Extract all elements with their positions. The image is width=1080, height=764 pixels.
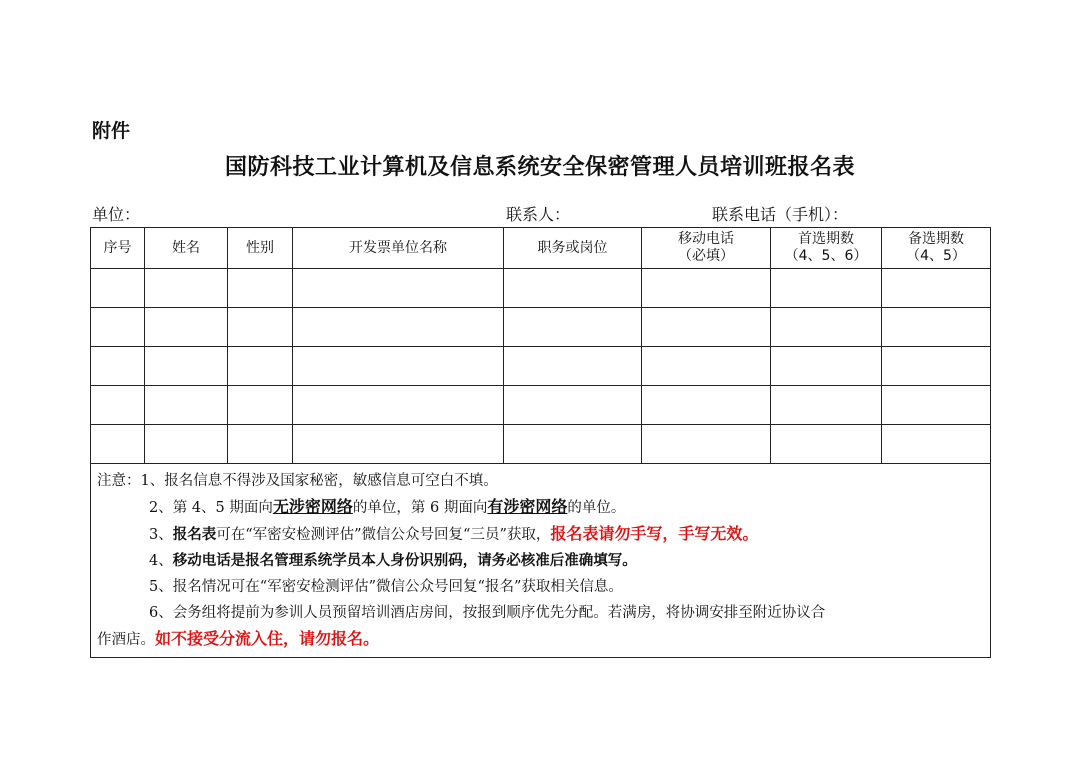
table-cell[interactable] <box>145 347 228 386</box>
page-title: 国防科技工业计算机及信息系统安全保密管理人员培训班报名表 <box>224 155 855 180</box>
table-cell[interactable] <box>145 308 228 347</box>
note-line-4: 4、移动电话是报名管理系统学员本人身份识别码，请务必核准后准确填写。 <box>149 552 637 569</box>
phone-label: 联系电话（手机）： <box>712 205 849 224</box>
table-cell[interactable] <box>642 308 771 347</box>
table-cell[interactable] <box>771 425 882 464</box>
col-header-first-choice: 首选期数 （4、5、6） <box>771 228 882 269</box>
registration-table <box>90 227 991 658</box>
table-cell[interactable] <box>771 347 882 386</box>
note-line-1: 注意：1、报名信息不得涉及国家秘密，敏感信息可空白不填。 <box>97 473 498 489</box>
col-header-gender: 性别 <box>228 228 293 269</box>
table-cell[interactable] <box>504 425 642 464</box>
table-cell[interactable] <box>91 425 145 464</box>
table-cell[interactable] <box>228 347 293 386</box>
col-header-mobile: 移动电话 （必填） <box>642 228 771 269</box>
note-line-7: 作酒店。如不接受分流入住，请勿报名。 <box>97 629 380 648</box>
col-header-name: 姓名 <box>145 228 228 269</box>
table-row <box>91 425 991 464</box>
table-cell[interactable] <box>293 386 504 425</box>
table-cell[interactable] <box>293 269 504 308</box>
table-cell[interactable] <box>145 269 228 308</box>
table-cell[interactable] <box>293 347 504 386</box>
table-cell[interactable] <box>882 386 991 425</box>
table-cell[interactable] <box>91 347 145 386</box>
note-line-5: 5、报名情况可在“军密安检测评估”微信公众号回复“报名”获取相关信息。 <box>149 579 623 595</box>
table-cell[interactable] <box>882 269 991 308</box>
attachment-label: 附件 <box>92 120 131 142</box>
col-header-second-choice: 备选期数 （4、5） <box>882 228 991 269</box>
table-cell[interactable] <box>228 308 293 347</box>
table-cell[interactable] <box>91 269 145 308</box>
table-cell[interactable] <box>882 425 991 464</box>
table-cell[interactable] <box>642 269 771 308</box>
table-cell[interactable] <box>228 269 293 308</box>
note-line-6: 6、会务组将提前为参训人员预留培训酒店房间，按报到顺序优先分配。若满房，将协调安排至附近协议合 <box>149 605 826 621</box>
table-cell[interactable] <box>91 386 145 425</box>
note-line-2: 2、第 4、5 期面向无涉密网络的单位，第 6 期面向有涉密网络的单位。 <box>149 497 626 516</box>
table-row <box>91 269 991 308</box>
table-cell[interactable] <box>771 269 882 308</box>
col-header-position: 职务或岗位 <box>504 228 642 269</box>
table-cell[interactable] <box>771 386 882 425</box>
table-cell[interactable] <box>642 386 771 425</box>
table-cell[interactable] <box>882 308 991 347</box>
table-cell[interactable] <box>882 347 991 386</box>
note-line-3: 3、报名表可在“军密安检测评估”微信公众号回复“三员”获取，报名表请勿手写，手写无效。 <box>149 524 759 543</box>
table-cell[interactable] <box>642 425 771 464</box>
col-header-invoice-unit: 开发票单位名称 <box>293 228 504 269</box>
table-row <box>91 308 991 347</box>
table-cell[interactable] <box>771 308 882 347</box>
table-cell[interactable] <box>145 386 228 425</box>
table-cell[interactable] <box>228 425 293 464</box>
table-row <box>91 347 991 386</box>
notes-cell <box>91 464 991 658</box>
table-cell[interactable] <box>504 269 642 308</box>
table-cell[interactable] <box>91 308 145 347</box>
table-row <box>91 386 991 425</box>
table-cell[interactable] <box>293 425 504 464</box>
col-header-index: 序号 <box>91 228 145 269</box>
table-cell[interactable] <box>145 425 228 464</box>
unit-label: 单位： <box>92 205 141 224</box>
table-cell[interactable] <box>228 386 293 425</box>
table-cell[interactable] <box>504 347 642 386</box>
table-cell[interactable] <box>504 386 642 425</box>
notes-row <box>91 464 991 658</box>
table-cell[interactable] <box>293 308 504 347</box>
contact-label: 联系人： <box>506 205 571 224</box>
table-header-row <box>91 228 991 269</box>
table-cell[interactable] <box>504 308 642 347</box>
table-cell[interactable] <box>642 347 771 386</box>
